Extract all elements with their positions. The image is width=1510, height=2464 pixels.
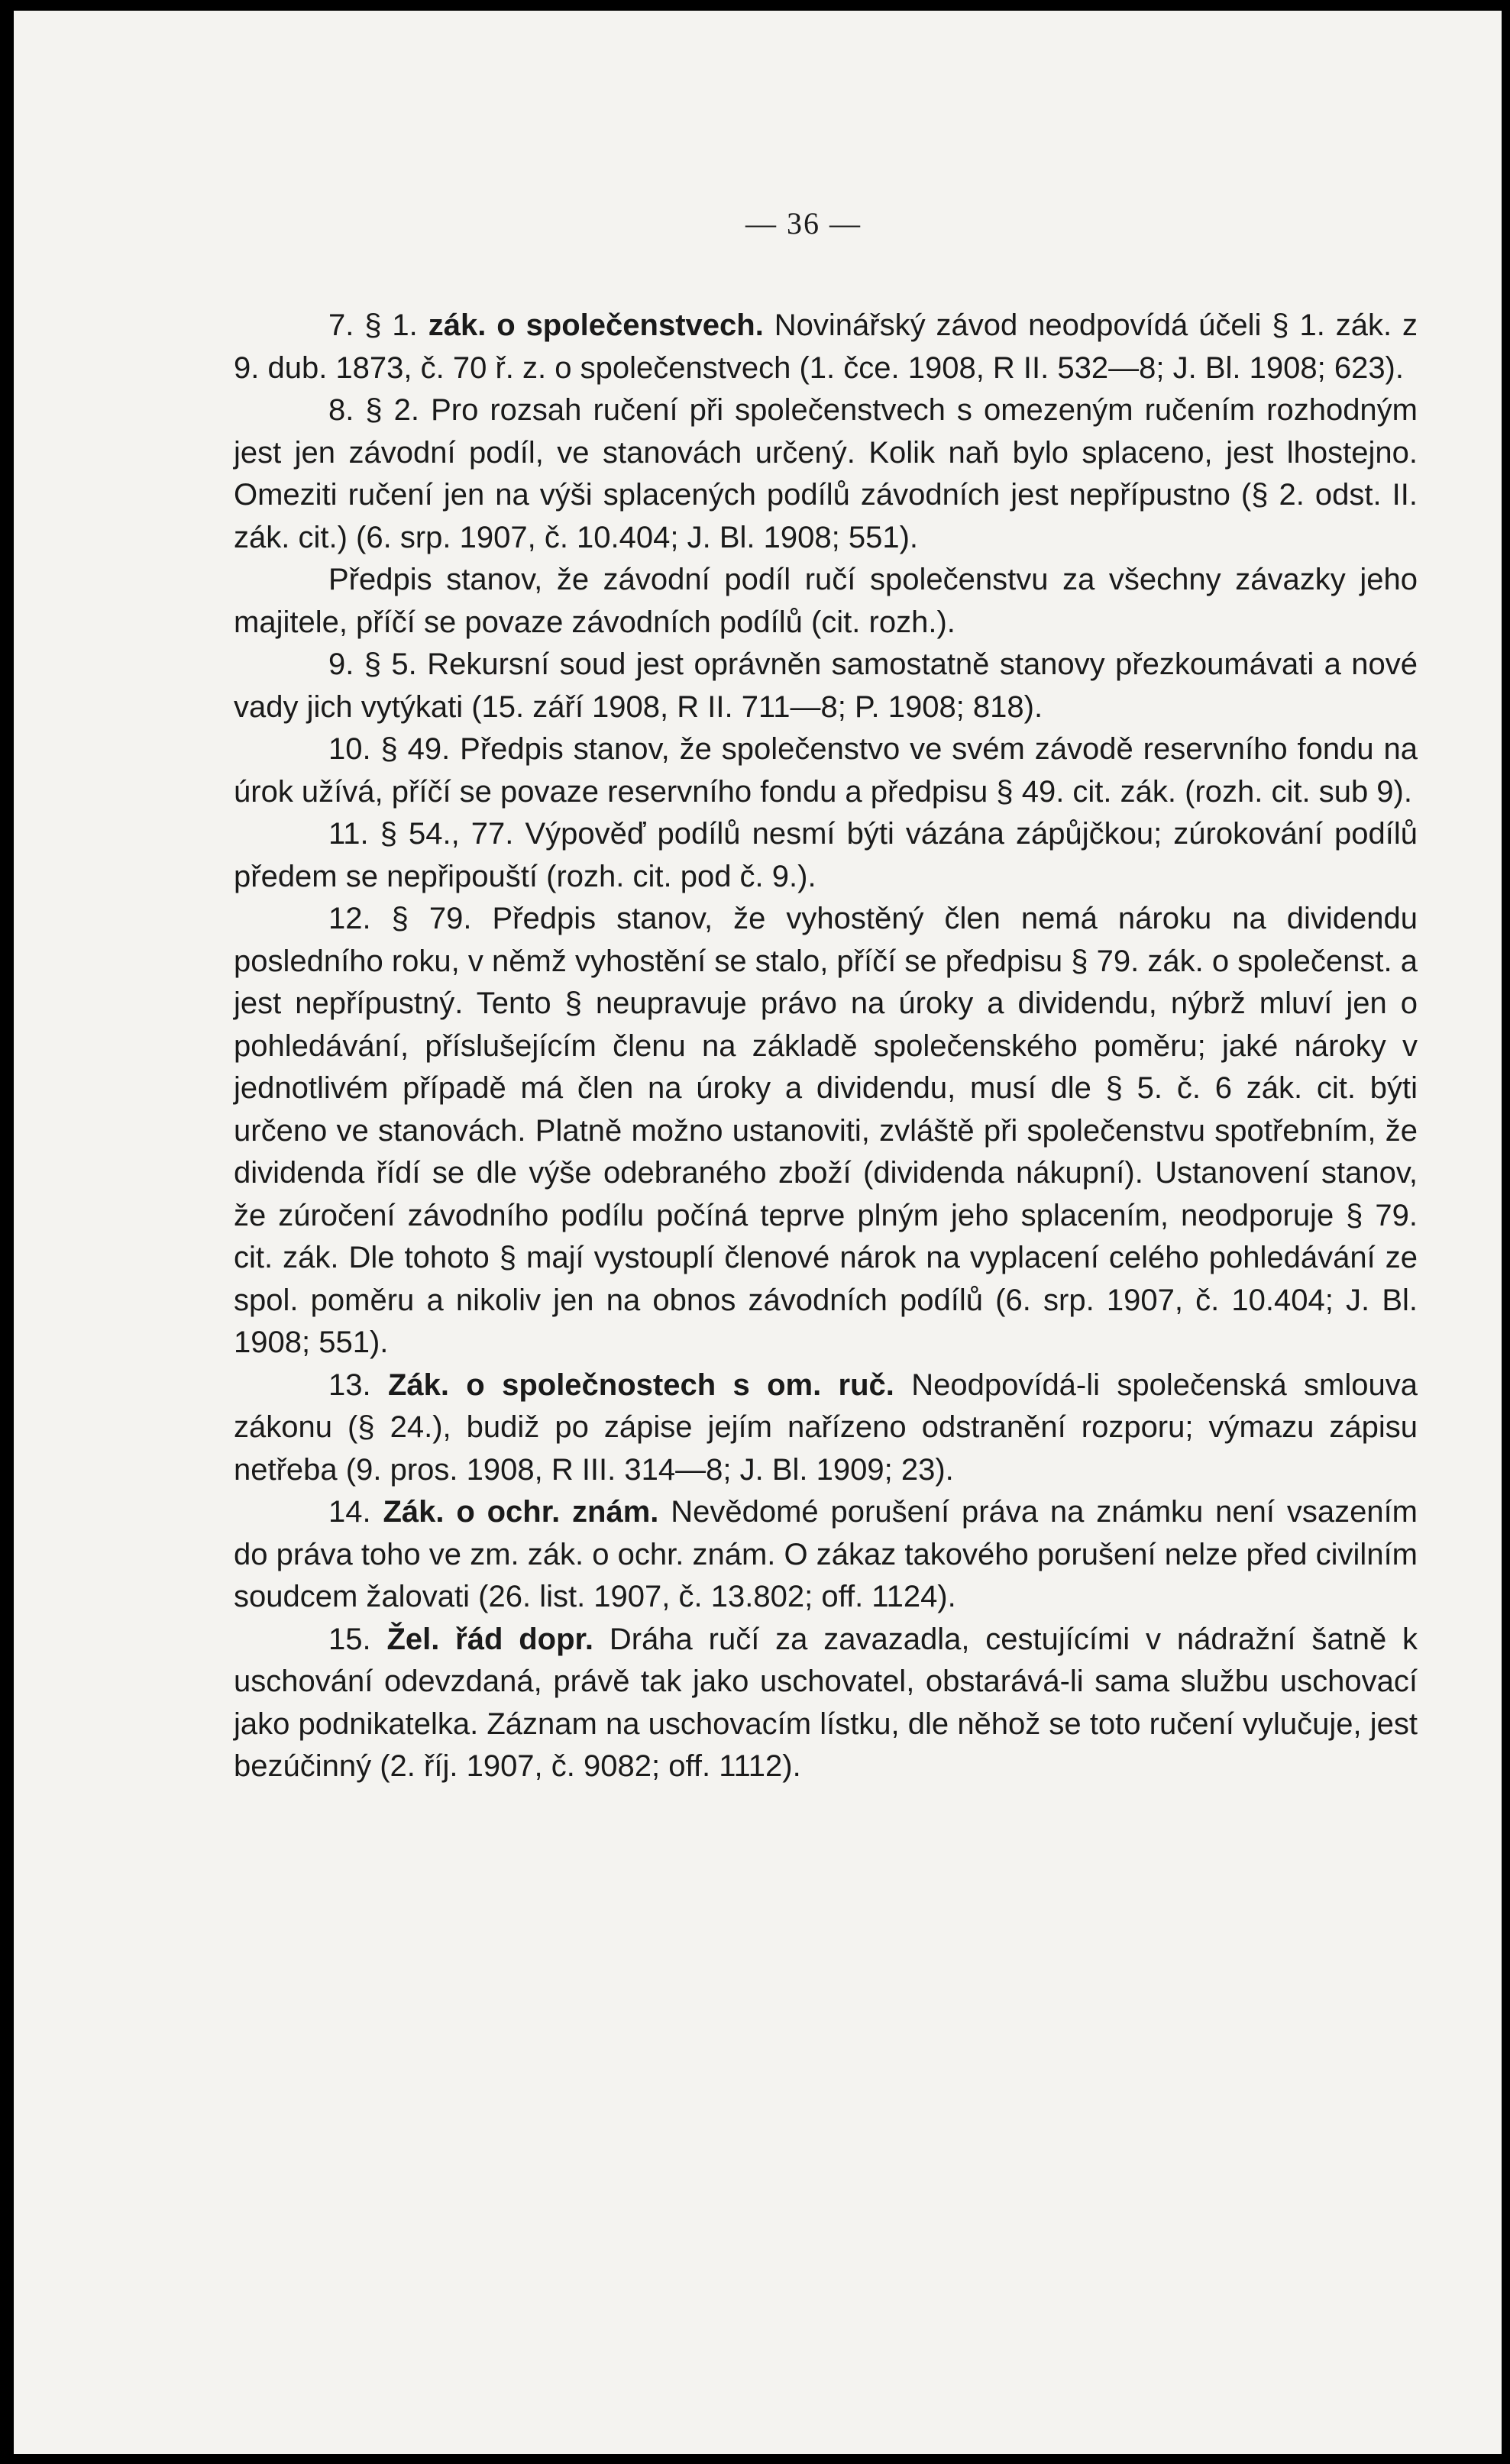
paragraph-8-continued bbox=[234, 559, 1418, 644]
paragraph-text: Novinářský závod neodpovídá účeli § 1. zák. z 9. dub. 1873, č. 70 ř. z. o společenstvech (1. čce. 1908, R II. 532—8; J. Bl. 1908; 623). bbox=[234, 308, 1418, 385]
paragraph-14 bbox=[234, 1491, 1418, 1619]
paragraph-text: Nevědomé porušení práva na známku není vsazením do práva toho ve zm. zák. o ochr. znám. O zákaz takového porušení nelze před civilním soudcem žalovati (26. list. 1907, č. 13.802; off. 1124). bbox=[234, 1495, 1418, 1613]
paragraph-lead: 7. § 1. bbox=[328, 308, 428, 342]
paragraph-9 bbox=[234, 644, 1418, 728]
paragraph-text: Rekursní soud jest oprávněn samostatně stanovy přezkoumávati a nové vady jich vytýkati (15. září 1908, R II. 711—8; P. 1908; 818). bbox=[234, 647, 1418, 724]
paragraph-lead: 15. bbox=[328, 1622, 387, 1656]
paragraph-text: Předpis stanov, že vyhostěný člen nemá nároku na dividendu posledního roku, v němž vyhostění se stalo, příčí se předpisu § 79. zák. o společenst. a jest nepřípustný. Tento § neupravuje právo na úroky a dividendu, nýbrž mluví jen o pohledávání, příslušejícím členu na základě společenského poměru; jaké nároky v jednotlivém případě má člen na úroky a dividendu, musí dle § 5. č. 6 zák. cit. býti určeno ve stanovách. Platně možno ustanoviti, zvláště při společenstvu spotřebním, že dividenda řídí se dle výše odebraného zboží (dividenda nákupní). Ustanovení stanov, že zúročení závodního podílu počíná teprve plným jeho splacením, neodporuje § 79. cit. zák. Dle tohoto § mají vystouplí členové nárok na vyplacení celého pohledávání ze spol. poměru a nikoliv jen na obnos závodních podílů (6. srp. 1907, č. 10.404; J. Bl. 1908; 551). bbox=[234, 902, 1418, 1359]
paragraph-text: Dráha ručí za zavazadla, cestujícími v nádražní šatně k uschování odevzdaná, právě tak jako uschovatel, obstarává-li sama službu uschovací jako podnikatelka. Záznam na uschovacím lístku, dle něhož se toto ručení vylučuje, jest bezúčinný (2. říj. 1907, č. 9082; off. 1112). bbox=[234, 1622, 1418, 1783]
paragraph-lead: 11. § 54., 77. bbox=[328, 817, 525, 851]
paragraph-lead: 10. § 49. bbox=[328, 732, 461, 766]
paragraph-text: Výpověď podílů nesmí býti vázána zápůjčkou; zúrokování podílů předem se nepřipouští (rozh. cit. pod č. 9.). bbox=[234, 817, 1418, 893]
page-body bbox=[234, 305, 1418, 1788]
page-number: — 36 — bbox=[745, 206, 862, 241]
paragraph-heading: Zák. o ochr. znám. bbox=[383, 1495, 659, 1529]
paragraph-15 bbox=[234, 1619, 1418, 1788]
book-page bbox=[14, 11, 1502, 2454]
paragraph-heading: zák. o společenstvech. bbox=[428, 308, 764, 342]
paragraph-7 bbox=[234, 305, 1418, 389]
paragraph-lead: 12. § 79. bbox=[328, 902, 493, 935]
paragraph-8 bbox=[234, 389, 1418, 559]
paragraph-lead: 14. bbox=[328, 1495, 383, 1529]
paragraph-text: Pro rozsah ručení při společenstvech s omezeným ručením rozhodným jest jen závodní podíl, ve stanovách určený. Kolik naň bylo splaceno, jest lhostejno. Omeziti ručení jen na výši splacených podílů závodních jest nepřípustno (§ 2. odst. II. zák. cit.) (6. srp. 1907, č. 10.404; J. Bl. 1908; 551). bbox=[234, 393, 1418, 554]
paragraph-12 bbox=[234, 898, 1418, 1364]
paragraph-11 bbox=[234, 813, 1418, 898]
paragraph-lead: 13. bbox=[328, 1368, 388, 1402]
paragraph-text: Neodpovídá-li společenská smlouva zákonu (§ 24.), budiž po zápise jejím nařízeno odstranění rozporu; výmazu zápisu netřeba (9. pros. 1908, R III. 314—8; J. Bl. 1909; 23). bbox=[234, 1368, 1418, 1487]
paragraph-heading: Žel. řád dopr. bbox=[386, 1622, 594, 1656]
paragraph-lead: 9. § 5. bbox=[328, 647, 428, 681]
paragraph-lead: 8. § 2. bbox=[328, 393, 432, 427]
paragraph-10 bbox=[234, 728, 1418, 813]
paragraph-text: Předpis stanov, že společenstvo ve svém závodě reservního fondu na úrok užívá, příčí se povaze reservního fondu a předpisu § 49. cit. zák. (rozh. cit. sub 9). bbox=[234, 732, 1418, 809]
paragraph-13 bbox=[234, 1364, 1418, 1492]
paragraph-text: Předpis stanov, že závodní podíl ručí společenstvu za všechny závazky jeho majitele, příčí se povaze závodních podílů (cit. rozh.). bbox=[234, 563, 1418, 639]
paragraph-heading: Zák. o společnostech s om. ruč. bbox=[387, 1368, 894, 1402]
